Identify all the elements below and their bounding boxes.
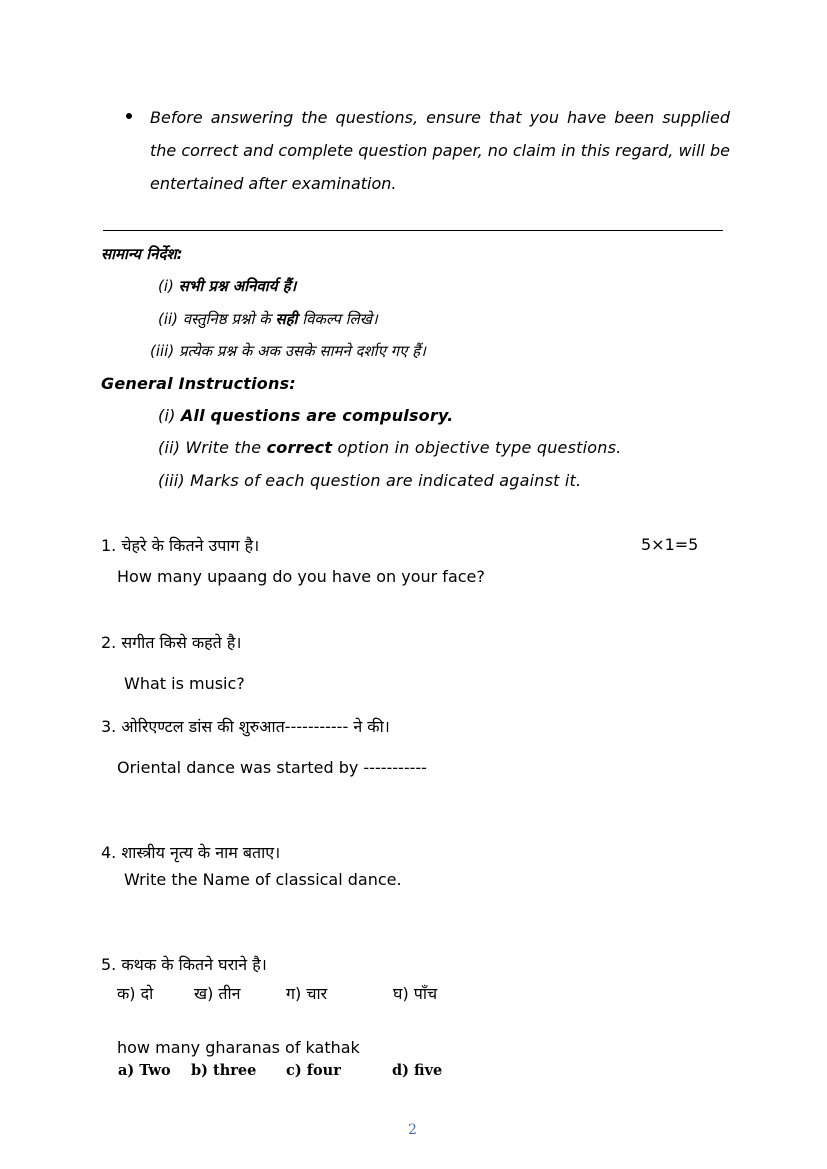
general-instruction-ii-bold: correct xyxy=(266,438,333,457)
instruction-note: Before answering the questions, ensure that you have been supplied the correct and complete question paper, no claim in this regard, will be entertained after examination. xyxy=(150,108,730,193)
hindi-instruction-i-prefix: (i) xyxy=(158,277,179,295)
question-2-english: What is music? xyxy=(124,674,245,693)
question-1-english: How many upaang do you have on your face? xyxy=(117,567,485,586)
bullet-icon xyxy=(126,113,132,119)
general-instruction-i xyxy=(158,406,453,425)
question-2-hindi: 2. सगीत किसे कहते है। xyxy=(101,633,242,652)
option-hindi-b: ख) तीन xyxy=(194,984,241,1003)
hindi-instruction-ii-prefix: (ii) वस्तुनिष्ठ प्रश्नो के xyxy=(158,310,276,328)
general-instruction-i-bold: All questions are compulsory. xyxy=(180,406,454,425)
question-3-hindi: 3. ओरिएण्टल डांस की शुरुआत----------- ने की। xyxy=(101,717,390,736)
divider xyxy=(103,230,723,231)
hindi-instructions-heading: सामान्य निर्देश: xyxy=(101,245,183,263)
general-instruction-ii xyxy=(158,438,621,457)
hindi-instruction-i-bold: सभी प्रश्न अनिवार्य हैं। xyxy=(178,277,297,295)
option-english-c: c) four xyxy=(286,1062,341,1079)
option-hindi-d: घ) पाँच xyxy=(393,984,438,1003)
hindi-instruction-ii xyxy=(158,309,378,329)
hindi-instruction-ii-bold: सही xyxy=(275,310,298,328)
general-instruction-ii-suffix: option in objective type questions. xyxy=(332,438,622,457)
question-4-english: Write the Name of classical dance. xyxy=(124,870,402,889)
option-english-d: d) five xyxy=(392,1062,443,1079)
question-marks: 5×1=5 xyxy=(641,535,699,554)
option-english-a: a) Two xyxy=(118,1062,171,1079)
general-instruction-i-prefix: (i) xyxy=(158,406,181,425)
question-1-hindi: 1. चेहरे के कितने उपाग है। xyxy=(101,536,260,555)
hindi-instruction-ii-suffix: विकल्प लिखे। xyxy=(297,310,378,328)
question-5-english: how many gharanas of kathak xyxy=(117,1038,360,1057)
hindi-instruction-iii: (iii) प्रत्येक प्रश्न के अक उसके सामने दर्शाए गए हैं। xyxy=(150,342,426,360)
question-3-english: Oriental dance was started by ----------- xyxy=(117,758,427,777)
option-hindi-c: ग) चार xyxy=(286,984,328,1003)
hindi-instruction-i xyxy=(158,276,296,296)
option-hindi-a: क) दो xyxy=(117,984,154,1003)
question-4-hindi: 4. शास्त्रीय नृत्य के नाम बताए। xyxy=(101,843,281,862)
question-5-hindi: 5. कथक के कितने घराने है। xyxy=(101,955,267,974)
general-instruction-iii: (iii) Marks of each question are indicated against it. xyxy=(158,471,582,490)
general-instruction-ii-prefix: (ii) Write the xyxy=(158,438,267,457)
option-english-b: b) three xyxy=(191,1062,257,1079)
page-number: 2 xyxy=(408,1122,417,1138)
general-instructions-heading: General Instructions: xyxy=(101,374,296,393)
